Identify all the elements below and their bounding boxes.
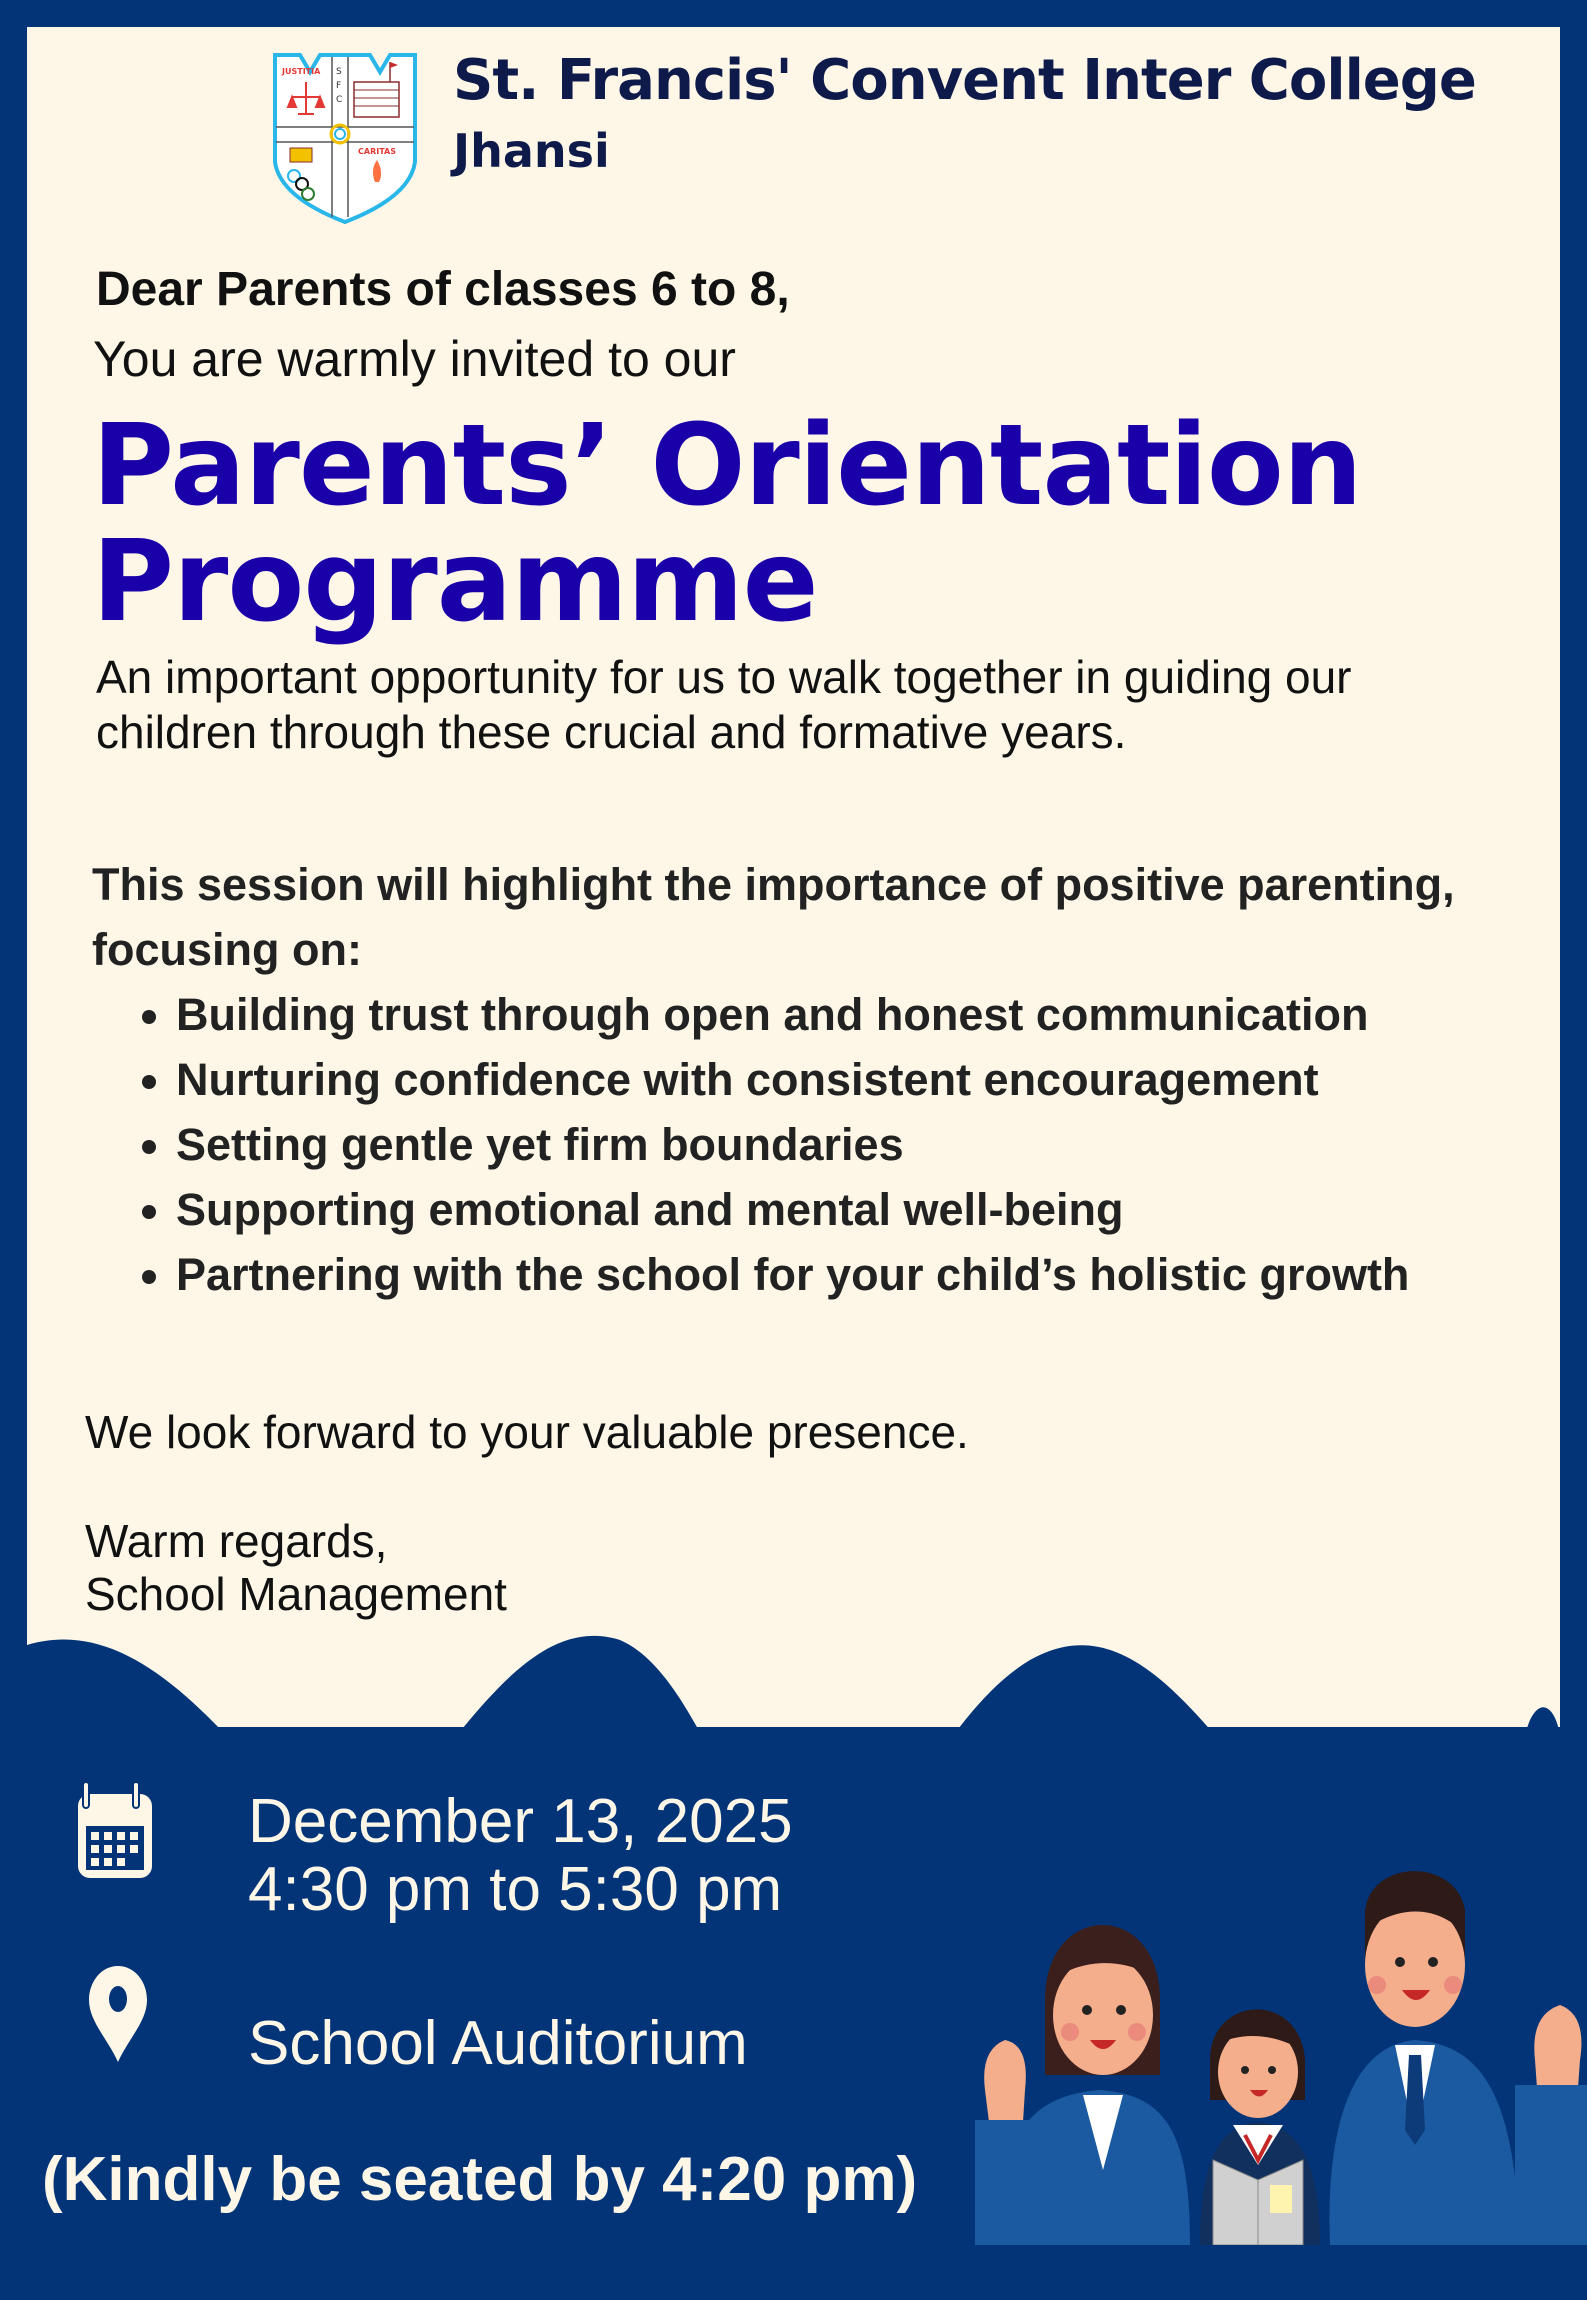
- focus-item: • Nurturing confidence with consistent encouragement: [176, 1047, 1512, 1112]
- child-figure: [1200, 2009, 1320, 2245]
- invitation-line: You are warmly invited to our: [93, 331, 736, 387]
- svg-text:JUSTITIA: JUSTITIA: [282, 67, 321, 76]
- greeting: Dear Parents of classes 6 to 8,: [96, 263, 790, 316]
- svg-text:F: F: [336, 81, 342, 91]
- svg-text:C: C: [336, 95, 343, 105]
- focus-item: • Supporting emotional and mental well-being: [176, 1177, 1512, 1242]
- signoff-greeting: Warm regards,: [85, 1515, 388, 1567]
- calendar-icon: [75, 1782, 155, 1882]
- father-figure: [1329, 1871, 1587, 2245]
- seating-note: (Kindly be seated by 4:20 pm): [42, 2145, 918, 2214]
- school-name: St. Francis' Convent Inter College: [453, 48, 1476, 113]
- closing-line: We look forward to your valuable presence.: [85, 1406, 969, 1458]
- svg-text:CARITAS: CARITAS: [358, 147, 396, 156]
- event-date: December 13, 2025: [248, 1787, 793, 1856]
- focus-item: • Building trust through open and honest communication: [176, 982, 1512, 1047]
- location-pin-icon: [89, 1966, 147, 2062]
- signoff-name: School Management: [85, 1568, 507, 1620]
- session-lead: This session will highlight the importance of positive parenting, focusing on:: [92, 859, 1455, 975]
- school-crest-logo: [270, 52, 420, 224]
- school-city: Jhansi: [453, 124, 610, 178]
- focus-item: • Setting gentle yet firm boundaries: [176, 1112, 1512, 1177]
- title-line-2: Programme: [92, 517, 818, 647]
- event-venue: School Auditorium: [248, 2009, 748, 2078]
- session-section: [92, 852, 1512, 1307]
- intro-paragraph: An important opportunity for us to walk together in guiding our children through these crucial and formative years.: [96, 651, 1352, 758]
- event-time: 4:30 pm to 5:30 pm: [248, 1855, 783, 1924]
- signoff: [85, 1515, 507, 1621]
- svg-text:S: S: [336, 67, 342, 77]
- family-illustration: [975, 1840, 1587, 2245]
- programme-title: [92, 401, 1362, 647]
- mother-figure: [975, 1925, 1190, 2245]
- focus-item: • Partnering with the school for your child’s holistic growth: [176, 1242, 1512, 1307]
- event-datetime: [248, 1788, 793, 1924]
- focus-list: [92, 982, 1512, 1307]
- title-line-1: Parents’ Orientation: [92, 401, 1362, 531]
